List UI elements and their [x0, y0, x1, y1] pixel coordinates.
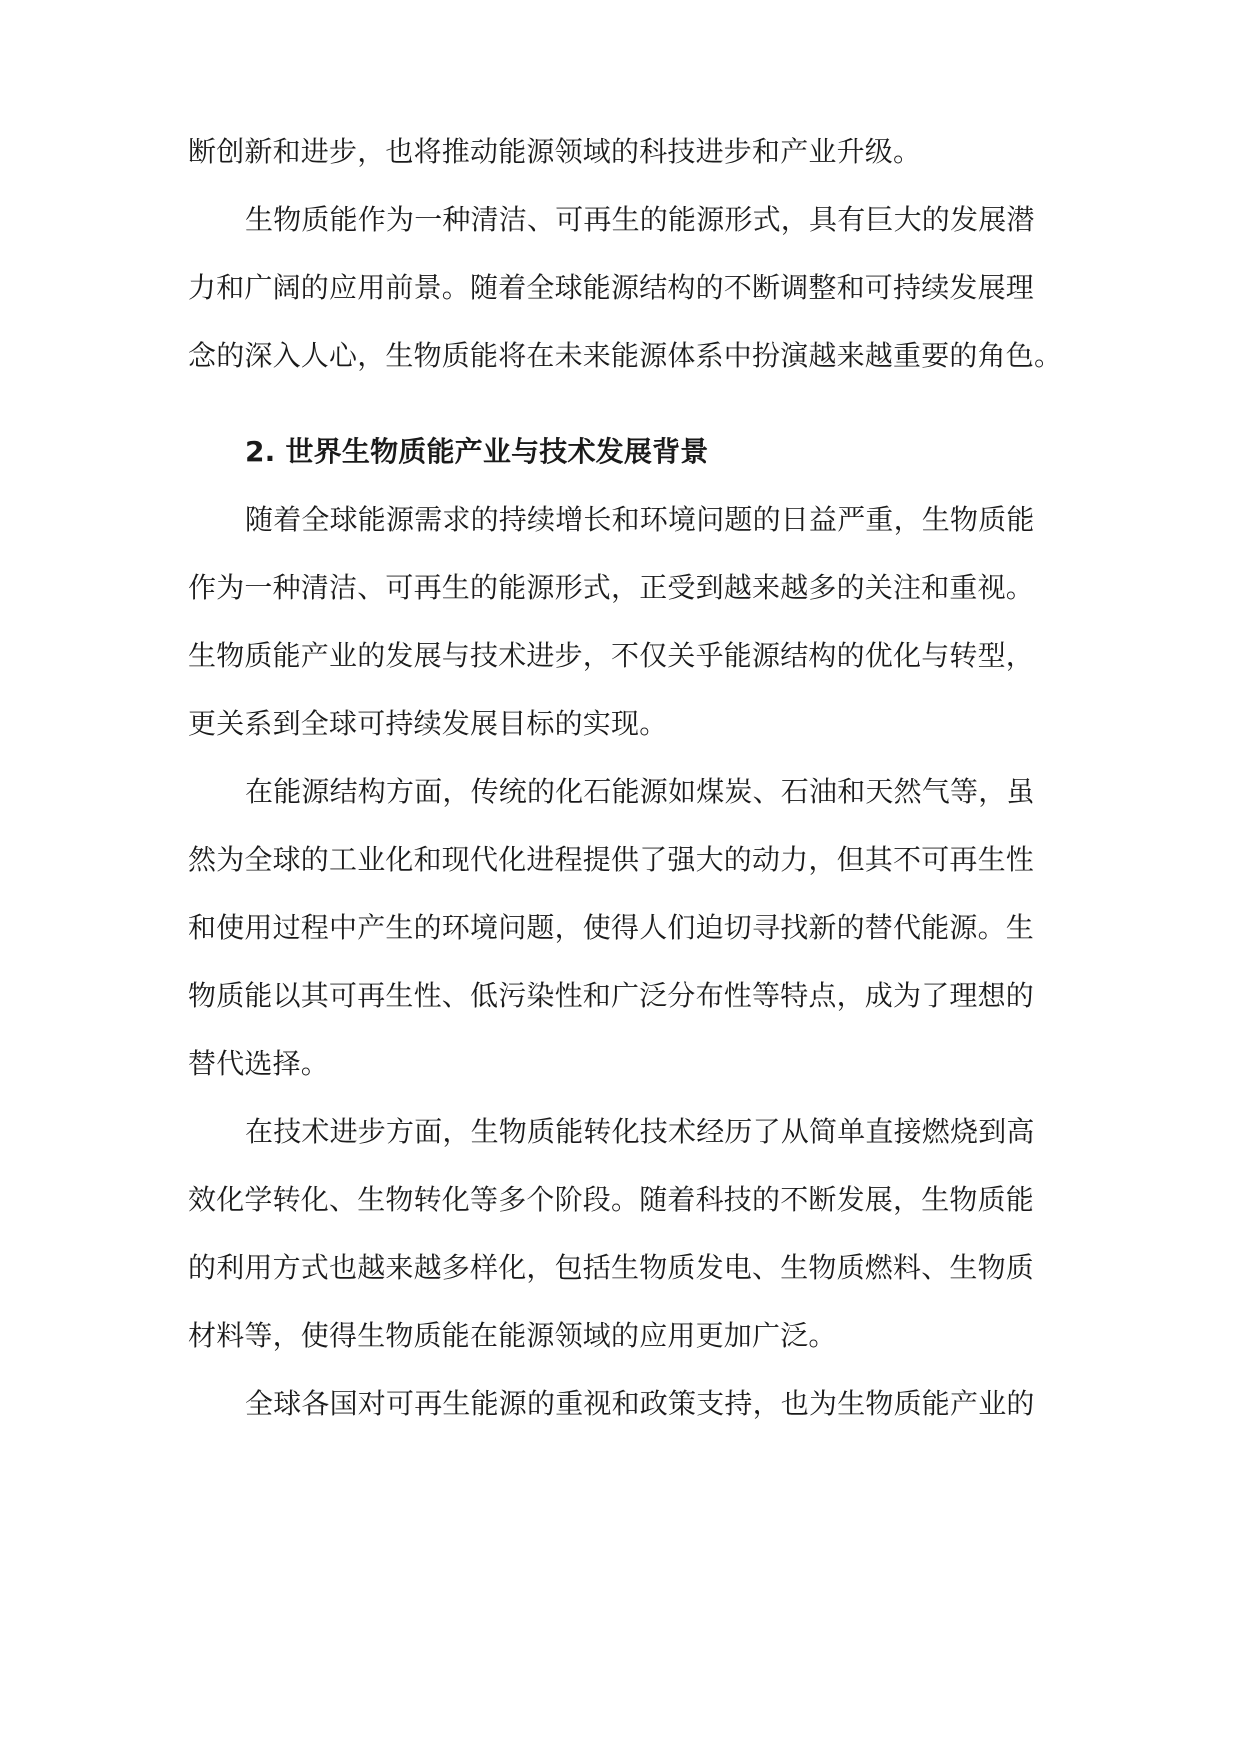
- paragraph-line: 物质能以其可再生性、低污染性和广泛分布性等特点，成为了理想的: [188, 979, 1035, 1012]
- paragraph-line: 材料等，使得生物质能在能源领域的应用更加广泛。: [188, 1319, 837, 1352]
- paragraph-line: 效化学转化、生物转化等多个阶段。随着科技的不断发展，生物质能: [188, 1183, 1035, 1216]
- paragraph-line: 替代选择。: [188, 1047, 330, 1080]
- paragraph-line: 全球各国对可再生能源的重视和政策支持，也为生物质能产业的: [245, 1387, 1035, 1420]
- paragraph-line: 作为一种清洁、可再生的能源形式，正受到越来越多的关注和重视。: [188, 571, 1035, 604]
- paragraph-line: 然为全球的工业化和现代化进程提供了强大的动力，但其不可再生性: [188, 843, 1035, 876]
- paragraph-line: 和使用过程中产生的环境问题，使得人们迫切寻找新的替代能源。生: [188, 911, 1035, 944]
- paragraph-line: 力和广阔的应用前景。随着全球能源结构的不断调整和可持续发展理: [188, 271, 1035, 304]
- paragraph-line: 更关系到全球可持续发展目标的实现。: [188, 707, 668, 740]
- paragraph-line: 断创新和进步，也将推动能源领域的科技进步和产业升级。: [188, 135, 922, 168]
- paragraph-line: 在能源结构方面，传统的化石能源如煤炭、石油和天然气等，虽: [245, 775, 1035, 808]
- paragraph-line: 的利用方式也越来越多样化，包括生物质发电、生物质燃料、生物质: [188, 1251, 1035, 1284]
- paragraph-line: 在技术进步方面，生物质能转化技术经历了从简单直接燃烧到高: [245, 1115, 1035, 1148]
- paragraph-line: 念的深入人心，生物质能将在未来能源体系中扮演越来越重要的角色。: [188, 339, 1063, 372]
- paragraph-line: 生物质能作为一种清洁、可再生的能源形式，具有巨大的发展潜: [245, 203, 1035, 236]
- paragraph-line: 生物质能产业的发展与技术进步，不仅关乎能源结构的优化与转型，: [188, 639, 1035, 672]
- section-heading: 2. 世界生物质能产业与技术发展背景: [245, 435, 709, 468]
- paragraph-line: 随着全球能源需求的持续增长和环境问题的日益严重，生物质能: [245, 503, 1035, 536]
